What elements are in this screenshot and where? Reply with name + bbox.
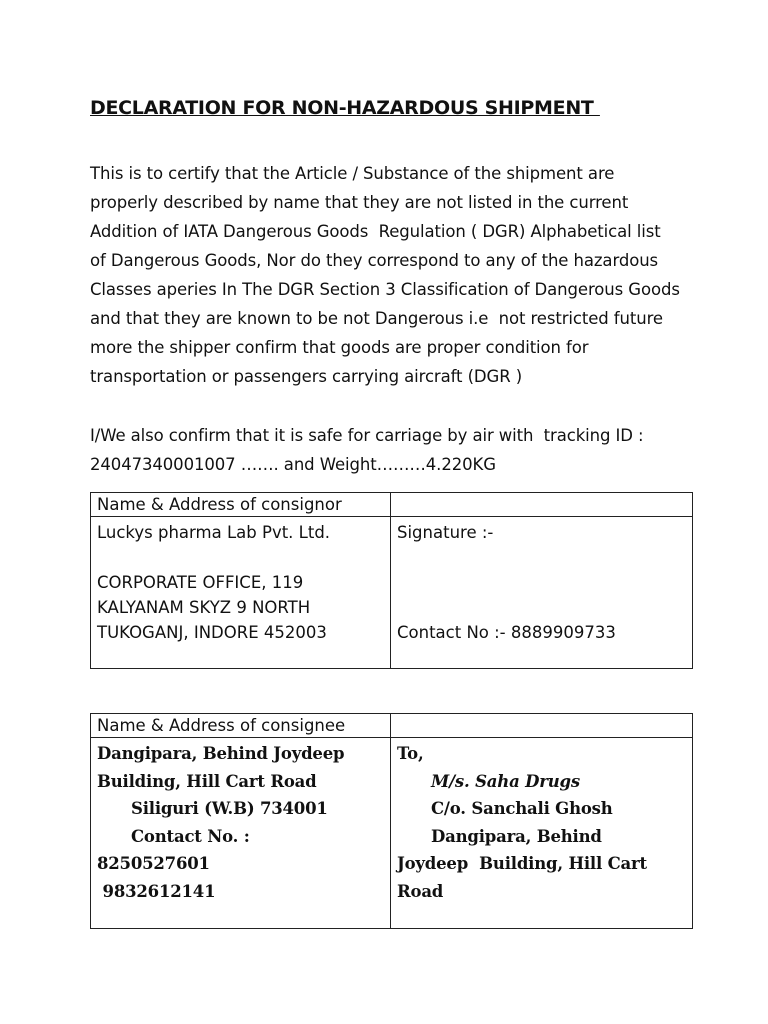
certification-paragraph	[90, 159, 690, 391]
consignee-address-line: Building, Hill Cart Road	[97, 771, 317, 791]
consignor-header: Name & Address of consignor	[91, 493, 391, 517]
consignee-header-right	[391, 714, 693, 738]
recipient-address-line: Dangipara, Behind	[431, 826, 602, 846]
consignee-table	[90, 713, 693, 929]
consignor-table	[90, 492, 693, 669]
signature-label: Signature :-	[397, 523, 494, 542]
paragraph-line: properly described by name that they are not listed in the current	[90, 193, 629, 212]
paragraph-line: I/We also confirm that it is safe for carriage by air with tracking ID :	[90, 426, 644, 445]
paragraph-line: This is to certify that the Article / Substance of the shipment are	[90, 164, 615, 183]
paragraph-line: and that they are known to be not Dangerous i.e not restricted future	[90, 309, 663, 328]
confirmation-paragraph	[90, 421, 690, 479]
consignee-header: Name & Address of consignee	[91, 714, 391, 738]
paragraph-line: transportation or passengers carrying aircraft (DGR )	[90, 367, 523, 386]
consignor-company: Luckys pharma Lab Pvt. Ltd.	[97, 523, 331, 542]
consignor-address-cell	[91, 517, 391, 669]
consignor-signature-cell	[391, 517, 693, 669]
recipient-care-of: C/o. Sanchali Ghosh	[431, 799, 613, 818]
paragraph-line: Classes aperies In The DGR Section 3 Classification of Dangerous Goods	[90, 280, 680, 299]
recipient-name: M/s. Saha Drugs	[431, 771, 580, 791]
consignee-contact-label: Contact No. :	[131, 826, 250, 846]
consignor-address-line: CORPORATE OFFICE, 119	[97, 573, 304, 592]
recipient-address-line: Road	[397, 881, 444, 901]
consignee-phone: 8250527601	[97, 854, 210, 873]
consignee-address-line: Siliguri (W.B) 734001	[131, 799, 328, 818]
tracking-weight-line: 24047340001007 ……. and Weight………4.220KG	[90, 455, 496, 474]
consignor-header-right	[391, 493, 693, 517]
paragraph-line: Addition of IATA Dangerous Goods Regulation ( DGR) Alphabetical list	[90, 222, 661, 241]
contact-number: Contact No :- 8889909733	[397, 623, 616, 642]
consignor-address-line: KALYANAM SKYZ 9 NORTH	[97, 598, 311, 617]
paragraph-line: of Dangerous Goods, Nor do they correspond to any of the hazardous	[90, 251, 659, 270]
consignee-recipient-cell	[391, 738, 693, 929]
recipient-address-line: Joydeep Building, Hill Cart	[397, 854, 647, 873]
paragraph-line: more the shipper confirm that goods are proper condition for	[90, 338, 589, 357]
consignee-address-line: Dangipara, Behind Joydeep	[97, 744, 345, 763]
consignee-phone: 9832612141	[97, 881, 216, 901]
recipient-to: To,	[397, 744, 424, 763]
document-title: DECLARATION FOR NON-HAZARDOUS SHIPMENT	[90, 97, 600, 119]
consignee-address-cell	[91, 738, 391, 929]
consignor-address-line: TUKOGANJ, INDORE 452003	[97, 623, 327, 642]
